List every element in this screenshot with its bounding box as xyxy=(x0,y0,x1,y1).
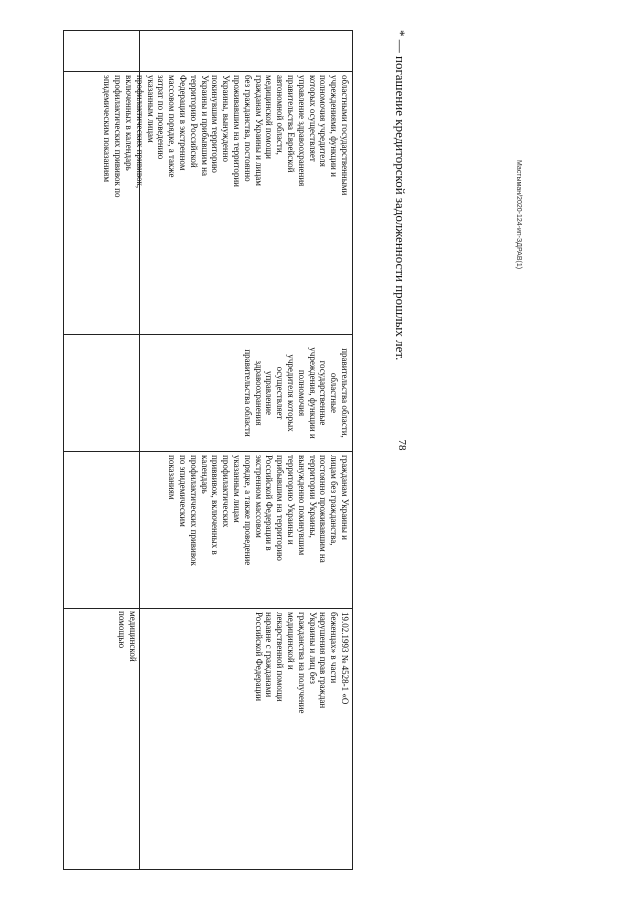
cell-main-col4: гражданам Украины и лицам без гражданства, постоянно проживавшим на территории Украины, вынужденно покинувшим территорию Украины и прибывшим на территорию Российской Федерации в экстренном массовом порядке, а также проведение указанным лицам профилактических приввивок, включенных в календарь профилактических прививок по эпидемическим показаниям xyxy=(167,455,350,566)
cell-main-col1 xyxy=(142,33,350,69)
cell-main-col2: областными государственными учреждениями, функции и полномочия учредителя которых осуществляет управление здравоохранения правительства Еврейской автономной области, медицинской помощи гражданам Украины и лицам без гражданства, постоянно проживавшим на территории Украины, вынужденно покинувшим территорию Украины и прибывшим на территорию Российской Федерации в экстренном массовом порядке, а также затрат по проведению указанным лицам профилактических прививок, включенных в календарь профилактических прививок по эпидемическим показаниям xyxy=(102,75,350,198)
cell-main-col3: правительства области, областные государственные учреждения, функции и полномочия учредителя которых осуществляет управление здравоохранения правительства области xyxy=(242,347,350,439)
cell-main-col5: 19.02.1993 № 4528-1 «О беженцах» в части нарушения прав граждан Украины и лиц без гражданства на получение медицинской и лекарственной помощи наравне с гражданами Российской Федерации xyxy=(253,612,350,714)
cell-top-col3 xyxy=(64,337,138,449)
document-stamp: Мастыман/2020-124-ип-ЗДРАВ(1) xyxy=(515,160,522,270)
rotated-page xyxy=(63,30,408,870)
column-divider xyxy=(64,334,352,335)
column-divider xyxy=(64,608,352,609)
column-divider xyxy=(64,71,352,72)
data-table xyxy=(63,30,353,870)
cell-top-col5: медицинской помощью xyxy=(117,611,138,662)
column-divider xyxy=(64,451,352,452)
footnote: * — погашение кредиторской задолженности прошлых лет. xyxy=(393,30,408,361)
cell-top-col4 xyxy=(64,454,138,606)
page-number: 78 xyxy=(396,439,408,451)
